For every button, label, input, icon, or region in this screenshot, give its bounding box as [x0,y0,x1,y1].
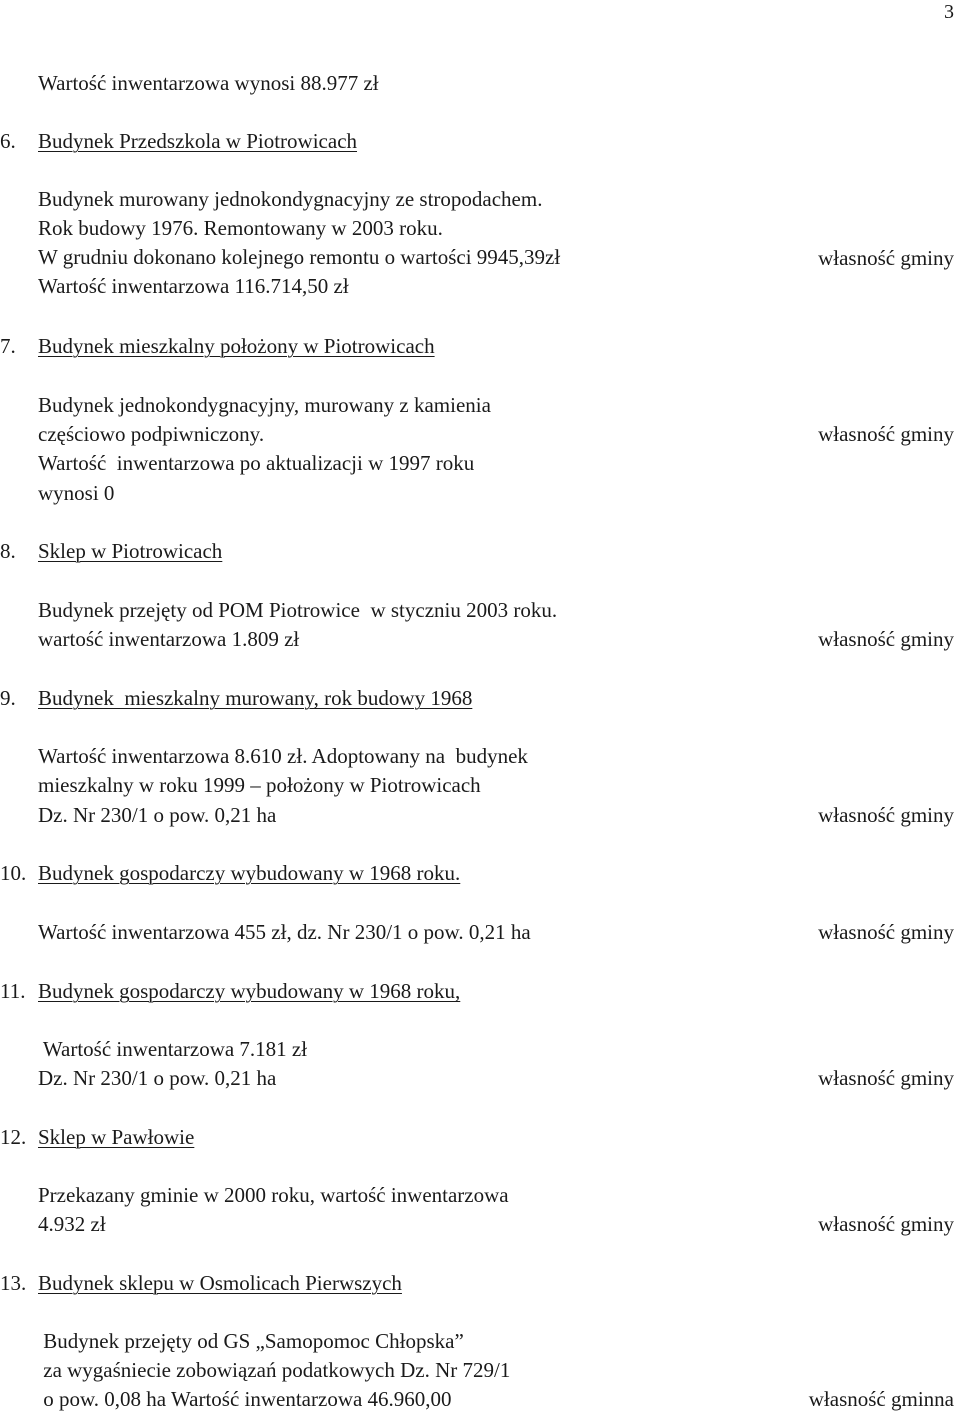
section-11-number: 11. [0,979,26,1003]
section-8-line-2: wartość inwentarzowa 1.809 zł [38,627,300,651]
section-12-ownership: własność gminy [818,1212,954,1236]
section-13-line-2: za wygaśniecie zobowiązań podatkowych Dz. Nr 729/1 [38,1358,511,1382]
section-6-line-3: W grudniu dokonano kolejnego remontu o wartości 9945,39zł [38,245,561,269]
section-6-line-1: Budynek murowany jednokondygnacyjny ze stropodachem. [38,187,543,211]
section-9-line-2: mieszkalny w roku 1999 – położony w Piotrowicach [38,773,481,797]
section-10-number: 10. [0,861,27,885]
section-6-ownership: własność gminy [818,246,954,270]
section-13-title: Budynek sklepu w Osmolicach Pierwszych [38,1271,402,1295]
section-10-title: Budynek gospodarczy wybudowany w 1968 roku. [38,861,461,885]
section-6-line-2: Rok budowy 1976. Remontowany w 2003 roku. [38,216,443,240]
section-7-line-3: Wartość inwentarzowa po aktualizacji w 1997 roku [38,451,475,475]
section-9-title: Budynek mieszkalny murowany, rok budowy 1968 [38,686,473,710]
section-7-line-1: Budynek jednokondygnacyjny, murowany z kamienia [38,393,491,417]
section-7-line-4: wynosi 0 [38,481,115,505]
section-13-number: 13. [0,1271,27,1295]
section-7-number: 7. [0,334,16,358]
section-11-ownership: własność gminy [818,1066,954,1090]
section-8-number: 8. [0,539,16,563]
section-7-title: Budynek mieszkalny położony w Piotrowicach [38,334,435,358]
section-12-number: 12. [0,1125,27,1149]
intro-value-line: Wartość inwentarzowa wynosi 88.977 zł [38,71,379,95]
section-9-ownership: własność gminy [818,803,954,827]
section-12-line-2: 4.932 zł [38,1212,106,1236]
section-8-title: Sklep w Piotrowicach [38,539,223,563]
section-9-line-1: Wartość inwentarzowa 8.610 zł. Adoptowany na budynek [38,744,528,768]
section-10-ownership: własność gminy [818,920,954,944]
section-9-number: 9. [0,686,16,710]
section-7-ownership: własność gminy [818,422,954,446]
section-11-title: Budynek gospodarczy wybudowany w 1968 roku, [38,979,461,1003]
section-9-line-3: Dz. Nr 230/1 o pow. 0,21 ha [38,803,277,827]
section-10-line-1: Wartość inwentarzowa 455 zł, dz. Nr 230/1 o pow. 0,21 ha [38,920,531,944]
section-13-line-1: Budynek przejęty od GS „Samopomoc Chłopska” [38,1329,464,1353]
section-8-line-1: Budynek przejęty od POM Piotrowice w styczniu 2003 roku. [38,598,558,622]
section-6-line-4: Wartość inwentarzowa 116.714,50 zł [38,274,349,298]
section-11-line-1: Wartość inwentarzowa 7.181 zł [38,1037,308,1061]
section-6-number: 6. [0,129,16,153]
section-13-ownership: własność gminna [808,1387,954,1411]
section-7-line-2: częściowo podpiwniczony. [38,422,265,446]
section-12-line-1: Przekazany gminie w 2000 roku, wartość inwentarzowa [38,1183,509,1207]
page-number: 3 [944,1,954,23]
section-13-line-3: o pow. 0,08 ha Wartość inwentarzowa 46.960,00 [38,1387,452,1411]
section-11-line-2: Dz. Nr 230/1 o pow. 0,21 ha [38,1066,277,1090]
section-6-title: Budynek Przedszkola w Piotrowicach [38,129,358,153]
section-8-ownership: własność gminy [818,627,954,651]
section-12-title: Sklep w Pawłowie [38,1125,195,1149]
